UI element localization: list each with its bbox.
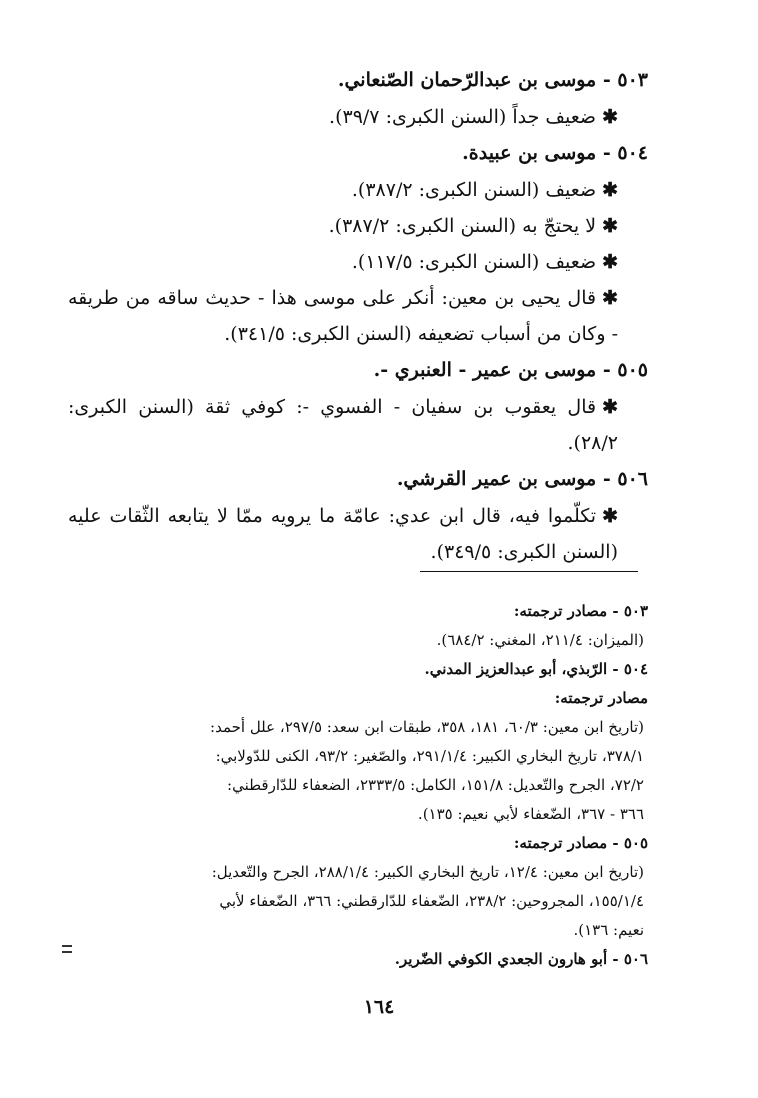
entry-line: ✱ضعيف (السنن الكبرى: ٣٨٧/٢). bbox=[351, 179, 618, 201]
footnote-line: (تاريخ ابن معين: ١٢/٤، تاريخ البخاري الكبير: ٢٨٨/١/٤، الجرح والتّعديل: bbox=[211, 863, 644, 881]
entry-name: موسى بن عمير القرشي. bbox=[396, 468, 597, 490]
asterisk-icon: ✱ bbox=[602, 505, 618, 527]
entry-line: ✱قال يحيى بن معين: أنكر على موسى هذا - حديث ساقه من طريقه - وكان من أسباب تضعيفه (السنن الكبرى: ٣٤١/٥). bbox=[68, 287, 618, 345]
entry-number: ٥٠٣ bbox=[617, 69, 648, 91]
entry-number: ٥٠٦ bbox=[617, 468, 648, 490]
footnote-heading: ٥٠٦ - أبو هارون الجعدي الكوفي الضّرير. bbox=[394, 950, 648, 968]
footnote-line: (الميزان: ٢١١/٤، المغني: ٦٨٤/٢). bbox=[436, 631, 644, 649]
footnote-heading: ٥٠٥ - مصادر ترجمته: bbox=[513, 834, 648, 852]
asterisk-icon: ✱ bbox=[602, 215, 618, 237]
entry-heading: ٥٠٥ - موسى بن عمير - العنبري -. bbox=[373, 359, 648, 381]
footnote-line: (تاريخ ابن معين: ٦٠/٣، ١٨١، ٣٥٨، طبقات ابن سعد: ٢٩٧/٥، علل أحمد: bbox=[210, 718, 644, 736]
footnote-heading: ٥٠٤ - الرّبذي، أبو عبدالعزيز المدني. bbox=[424, 660, 648, 678]
footnote-line: ١٥٥/١/٤، المجروحين: ٢٣٨/٢، الضّعفاء للدّارقطني: ٣٦٦، الضّعفاء لأبي bbox=[219, 892, 644, 910]
entry-line: ✱تكلّموا فيه، قال ابن عدي: عامّة ما يرويه ممّا لا يتابعه الثّقات عليه (السنن الكبرى: ٣٤٩/٥). bbox=[68, 505, 618, 563]
entry-number: ٥٠٤ bbox=[617, 142, 648, 164]
asterisk-icon: ✱ bbox=[602, 251, 618, 273]
footnote-line: نعيم: ١٣٦). bbox=[573, 921, 644, 939]
asterisk-icon: ✱ bbox=[602, 287, 618, 309]
footnotes bbox=[68, 597, 648, 974]
entry-heading: ٥٠٤ - موسى بن عبيدة. bbox=[462, 142, 648, 164]
entry-line: ✱لا يحتجّ به (السنن الكبرى: ٣٨٧/٢). bbox=[328, 215, 618, 237]
asterisk-icon: ✱ bbox=[602, 179, 618, 201]
entry-line: ✱ضعيف (السنن الكبرى: ١١٧/٥). bbox=[351, 251, 618, 273]
main-text bbox=[68, 62, 648, 570]
entry-line: ✱ضعيف جداً (السنن الكبرى: ٣٩/٧). bbox=[329, 106, 618, 128]
entry-heading: ٥٠٣ - موسى بن عبدالرّحمان الصّنعاني. bbox=[337, 69, 648, 91]
asterisk-icon: ✱ bbox=[602, 106, 618, 128]
footnote-heading: ٥٠٣ - مصادر ترجمته: bbox=[513, 602, 648, 620]
footnote-line: ٣٦٦ - ٣٦٧، الضّعفاء لأبي نعيم: ١٣٥). bbox=[417, 805, 644, 823]
footnote-divider bbox=[420, 571, 638, 572]
footnote-subheading: مصادر ترجمته: bbox=[554, 689, 648, 707]
footnote-line: ٧٢/٢، الجرح والتّعديل: ١٥١/٨، الكامل: ٢٣٣٣/٥، الضعفاء للدّارقطني: bbox=[227, 776, 644, 794]
entry-name: موسى بن عبدالرّحمان الصّنعاني. bbox=[337, 69, 597, 91]
entry-name: موسى بن عمير - العنبري -. bbox=[373, 359, 597, 381]
entry-heading: ٥٠٦ - موسى بن عمير القرشي. bbox=[396, 468, 648, 490]
margin-mark bbox=[62, 945, 72, 953]
entry-name: موسى بن عبيدة. bbox=[462, 142, 597, 164]
entry-line: ✱قال يعقوب بن سفيان - الفسوي -: كوفي ثقة (السنن الكبرى: ٢٨/٢). bbox=[68, 396, 618, 454]
asterisk-icon: ✱ bbox=[602, 396, 618, 418]
entry-number: ٥٠٥ bbox=[617, 359, 648, 381]
footnote-line: ٣٧٨/١، تاريخ البخاري الكبير: ٢٩١/١/٤، والصّغير: ٩٣/٢، الكنى للدّولابي: bbox=[215, 747, 644, 765]
page-number: ١٦٤ bbox=[363, 996, 395, 1018]
